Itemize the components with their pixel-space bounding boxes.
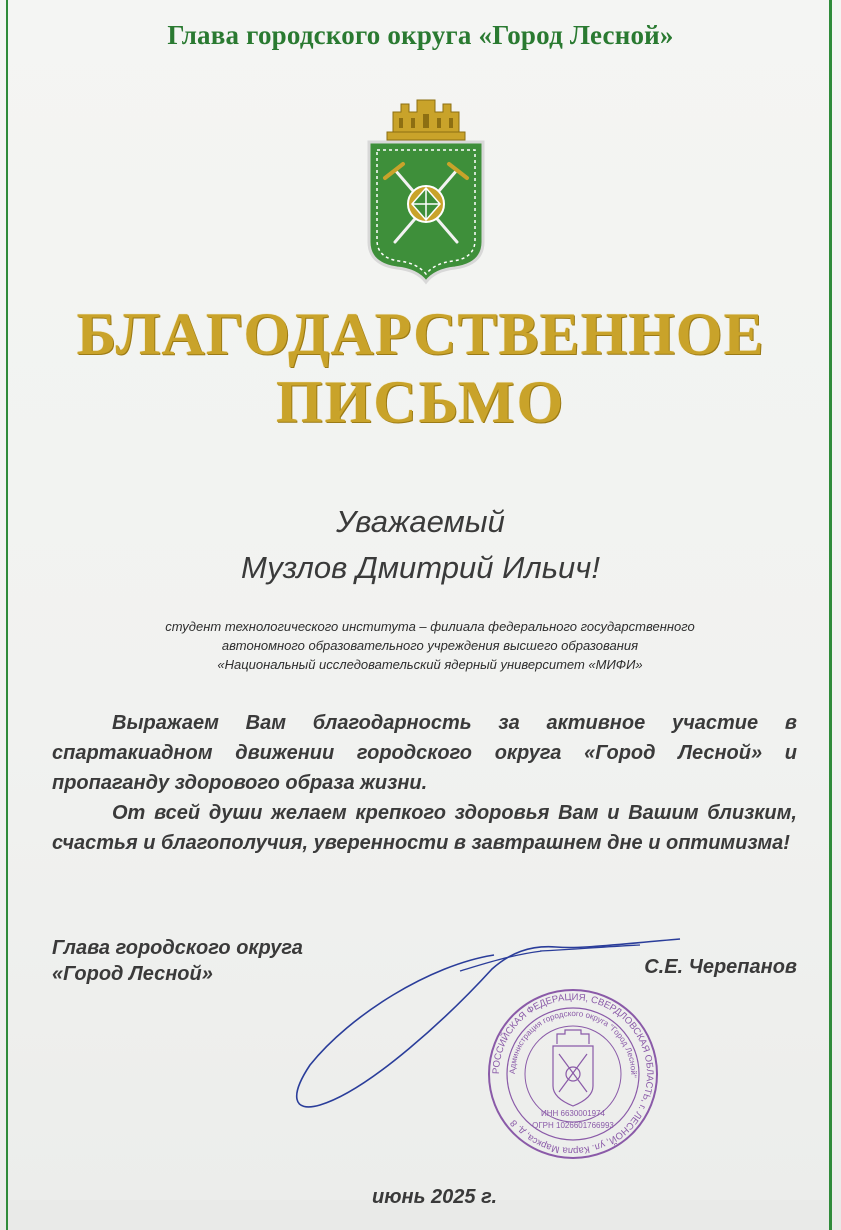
affiliation-line: «Национальный исследовательский ядерный университет «МИФИ» <box>217 657 643 672</box>
signatory-position <box>52 935 303 987</box>
issuer-header: Глава городского округа «Город Лесной» <box>167 20 674 50</box>
position-line: «Город Лесной» <box>52 963 213 985</box>
recipient-affiliation <box>110 617 750 674</box>
letter-body <box>52 708 797 858</box>
stamp-inn: ИНН 6630001974 <box>540 1109 606 1118</box>
stamp-inner-text: Администрация городского округа "Город Лесной" <box>507 1008 639 1078</box>
recipient-name: Музлов Дмитрий Ильич! <box>241 550 600 585</box>
coat-of-arms-icon <box>365 92 487 288</box>
salutation: Уважаемый <box>336 504 505 539</box>
stamp-ogrn: ОГРН 1026601766993 <box>532 1121 614 1130</box>
body-paragraph: От всей души желаем крепкого здоровья Вам и Вашим близким, счастья и благополучия, уверенности в завтрашнем дне и оптимизма! <box>52 802 797 854</box>
affiliation-line: студент технологического института – филиала федерального государственного <box>165 619 695 634</box>
document-title-line2: ПИСЬМО <box>275 369 566 435</box>
document-title-line1: БЛАГОДАРСТВЕННОЕ <box>76 301 765 367</box>
official-stamp <box>483 988 663 1160</box>
body-paragraph: Выражаем Вам благодарность за активное участие в спартакиадном движении городского округа «Город Лесной» и пропаганду здорового образа жизни. <box>52 712 797 794</box>
issue-date: июнь 2025 г. <box>372 1186 498 1208</box>
position-line: Глава городского округа <box>52 937 303 959</box>
stamp-outer-text: РОССИЙСКАЯ ФЕДЕРАЦИЯ, СВЕРДЛОВСКАЯ ОБЛАСТЬ, г. ЛЕСНОЙ, ул. Карла Маркса, д. 8 <box>490 991 656 1157</box>
affiliation-line: автономного образовательного учреждения высшего образования <box>221 638 639 653</box>
signatory-name: С.Е. Черепанов <box>644 956 797 978</box>
